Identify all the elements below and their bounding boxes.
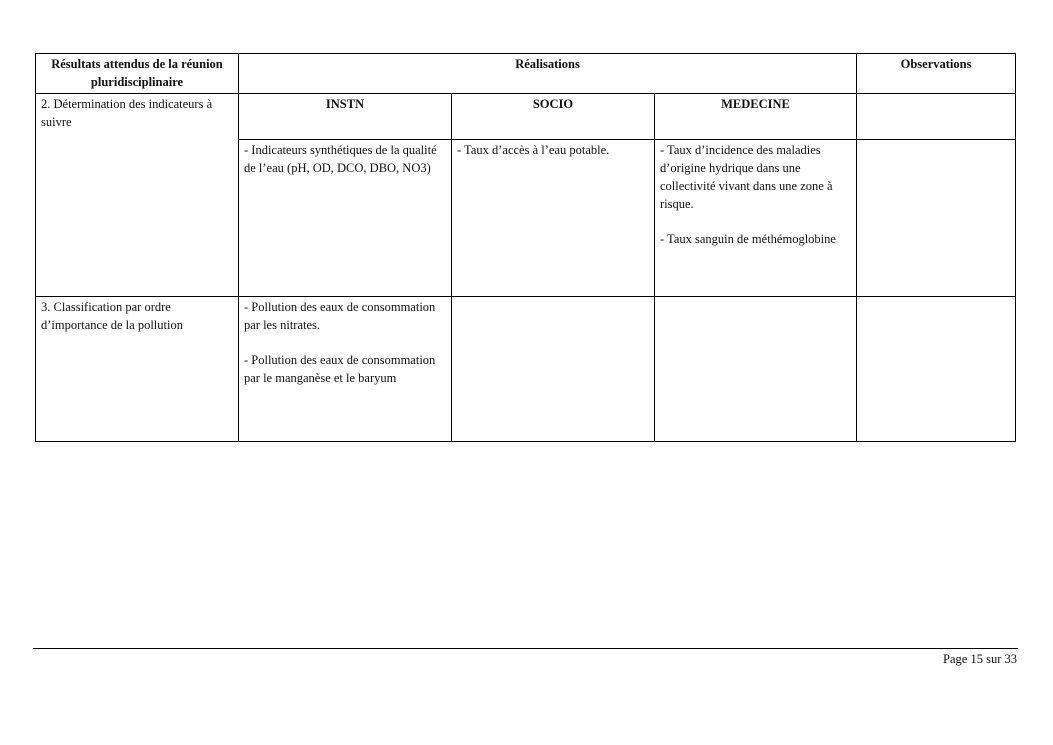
- cell-socio-indicators: [452, 140, 655, 297]
- socio-indicator-item: - Taux d’accès à l’eau potable.: [457, 143, 610, 157]
- medecine-indicator-item: - Taux sanguin de méthémoglobine: [660, 232, 836, 246]
- results-table: [35, 53, 1016, 442]
- results-table-container: [35, 53, 1015, 442]
- cell-instn-classification: [239, 297, 452, 442]
- table-subheader-row: [36, 94, 1016, 140]
- subheader-observations-empty: [857, 94, 1016, 140]
- footer-divider: [33, 648, 1018, 649]
- row-label-indicators: 2. Détermination des indicateurs à suivre: [36, 94, 239, 297]
- instn-classification-item: - Pollution des eaux de consommation par le manganèse et le baryum: [244, 353, 436, 385]
- instn-indicator-item: - Indicateurs synthétiques de la qualité de l’eau (pH, OD, DCO, DBO, NO3): [244, 143, 437, 175]
- header-realisations-cell: Réalisations: [239, 54, 857, 94]
- cell-medecine-classification: [655, 297, 857, 442]
- table-header-row: [36, 54, 1016, 94]
- medecine-indicator-item: - Taux d’incidence des maladies d’origine hydrique dans une collectivité vivant dans une zone à risque.: [660, 143, 833, 211]
- table-row: [36, 297, 1016, 442]
- cell-instn-indicators: [239, 140, 452, 297]
- cell-observations-classification: [857, 297, 1016, 442]
- subheader-medecine: MEDECINE: [655, 94, 857, 140]
- subheader-instn: INSTN: [239, 94, 452, 140]
- instn-classification-item: - Pollution des eaux de consommation par les nitrates.: [244, 300, 436, 332]
- cell-observations-indicators: [857, 140, 1016, 297]
- subheader-socio: SOCIO: [452, 94, 655, 140]
- cell-socio-classification: [452, 297, 655, 442]
- header-observations-cell: Observations: [857, 54, 1016, 94]
- page-number: Page 15 sur 33: [943, 652, 1017, 666]
- cell-medecine-indicators: [655, 140, 857, 297]
- row-label-classification: 3. Classification par ordre d’importance de la pollution: [36, 297, 239, 442]
- header-results-cell: Résultats attendus de la réunion pluridisciplinaire: [36, 54, 239, 94]
